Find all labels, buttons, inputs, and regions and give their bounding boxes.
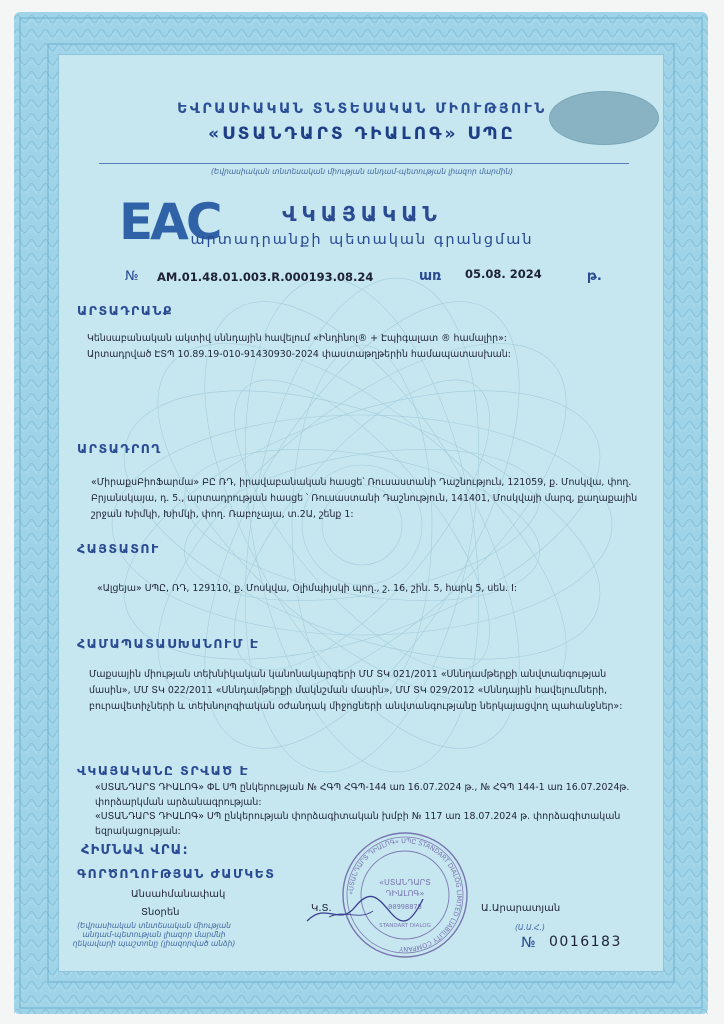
director-label: Տնօրեն [141, 907, 180, 918]
manufacturer-line-3: շրջան Խիմկի, Խիմկի, փող. Ռաբոչայա, տ.2Ա, շենք 1: [91, 509, 354, 520]
seal-center-code: 00998878 [388, 903, 422, 911]
certificate-title: ՎԿԱՅԱԿԱՆ [282, 202, 442, 226]
stamp-abbrev: Կ.Տ. [311, 903, 332, 914]
signatory-name: Ա.Արարատյան [481, 903, 561, 914]
applicant-heading: ՀԱՅՏԱՏՈՒ [77, 541, 160, 556]
registration-year-suffix: թ. [587, 269, 602, 284]
union-name: ԵՎՐԱՍԻԱԿԱՆ ՏՆՏԵՍԱԿԱՆ ՄԻՈՒԹՅՈՒՆ [177, 101, 547, 117]
overlap-heading: ՀԻՄՆԱՎ ՎՐԱ: [81, 843, 189, 858]
certificate-field [58, 54, 664, 972]
applicant-line-1: «Ալցեյա» ՍՊԸ, ՌԴ, 129110, ք. Մոսկվա, Օլիմպիյսկի պող., շ. 16, շին. 5, հարկ 5, սեն. I: [97, 583, 518, 594]
authority-caption-1: (Եվրասիական տնտեսական միության [77, 921, 231, 930]
conformity-heading: ՀԱՄԱՊԱՏԱՍԽԱՆՈՒՄ Է [77, 636, 260, 651]
certificate-frame [14, 12, 708, 1014]
conformity-text [89, 667, 639, 715]
signature-scribble [299, 877, 429, 937]
manufacturer-text [91, 475, 641, 523]
issued-line-3: «ՍՏԱՆԴԱՐՏ ԴԻԱԼՈԳ» ՍՊ ընկերության փորձագիտական խմբի № 117 առ 18.07.2024 թ. փորձագիտական [95, 811, 621, 822]
product-line-1: Կենսաբանական ակտիվ սննդային հավելում «Ինդինոլ® + Էպիգալատ ® համալիր»: [87, 333, 507, 344]
manufacturer-line-1: «ՄիրաքսԲիոՖարմա» ԲԸ ՌԴ, իրավաբանական հասցե՝ Ռուսաստանի Դաշնություն, 121059, ք. Մոսկվա, փող. [91, 477, 632, 488]
authority-caption-2: անդամ-պետության լիազոր մարմնի [82, 930, 226, 939]
org-caption: (Եվրասիական տնտեսական միության անդամ-պետության լիազոր մարմին) [210, 167, 514, 176]
issued-heading: ՎԿԱՅԱԿԱՆԸ ՏՐՎԱԾ Է [77, 763, 250, 778]
seal-center-line-1: «ՍՏԱՆԴԱՐՏ [379, 878, 431, 887]
registration-date-label: առ [419, 268, 442, 284]
conformity-line-3: բուրավետիչների և տեխնոլոգիական օժանդակ միջոցների անվտանգությանը ներկայացվող պահանջներ»: [89, 701, 623, 712]
conformity-line-1: Մաքսային միության տեխնիկական կանոնակարգերի ՄՄ ՏԿ 021/2011 «Սննդամթերքի անվտանգության [89, 669, 607, 680]
manufacturer-line-2: Բրյանսկայա, դ. 5., արտադրության հասցե ՝ Ռուսաստանի Դաշնություն, 141401, Մոսկվայի մարզ, քաղաքային [91, 493, 638, 504]
serial-number-label: № [521, 935, 536, 951]
signatory-caption: (Ա.Ա.Հ.) [515, 923, 545, 932]
authority-caption-3: ղեկավարի պաշտոնը (լիազորված անձի) [72, 939, 236, 948]
issued-line-2: փորձարկման արձանագրության: [95, 796, 262, 808]
seal-center-line-2: ԴԻԱԼՈԳ» [385, 889, 425, 898]
seal-ring-text: «ՍՏԱՆԴԱՐՏ ԴԻԱԼՈԳ» ՍՊԸ STANDART DIALOG LIMITED LIABILITY COMPANY [346, 836, 464, 954]
org-name: «ՍՏԱՆԴԱՐՏ ԴԻԱԼՈԳ» ՍՊԸ [208, 124, 516, 144]
serial-number: 0016183 [549, 934, 622, 950]
registration-number: AM.01.48.01.003.R.000193.08.24 [157, 270, 374, 284]
conformity-line-2: մասին», ՄՄ ՏԿ 022/2011 «Սննդամթերքի մակնշման մասին», ՄՄ ՏԿ 029/2012 «Սննդային հավելումների, [89, 685, 608, 696]
product-line-2: Արտադրված ԷՏՊ 10.89.19-010-91430930-2024 փաստաթղթերին համապատասխան: [87, 349, 511, 360]
issued-line-1: «ՍՏԱՆԴԱՐՏ ԴԻԱԼՈԳ» ՓԼ ՍՊ ընկերության № ՀԳՊ ՀԳՊ-144 առ 16.07.2024 թ., № ՀԳՊ 144-1 առ 16.07.2024թ. [95, 782, 630, 793]
validity-term: Անսահմանափակ [131, 889, 226, 900]
registration-number-label: № [125, 269, 139, 284]
registration-date: 05.08. 2024 [465, 267, 542, 281]
authority-caption [59, 921, 249, 948]
product-text [87, 331, 637, 363]
header-divider [99, 163, 629, 164]
seal-bottom-text: STANDART DIALOG [379, 923, 431, 929]
validity-heading: ԳՈՐԾՈՂՈՒԹՅԱՆ ԺԱՄԿԵՏ [77, 866, 276, 881]
eac-mark: EAC [119, 193, 220, 251]
issued-line-4: եզրակացության: [95, 825, 181, 837]
certificate-subtitle: արտադրանքի պետական գրանցման [190, 232, 534, 248]
product-heading: ԱՐՏԱԴՐԱՆՔ [77, 303, 174, 318]
applicant-text [97, 581, 647, 597]
manufacturer-heading: ԱՐՏԱԴՐՈՂ [77, 441, 162, 456]
